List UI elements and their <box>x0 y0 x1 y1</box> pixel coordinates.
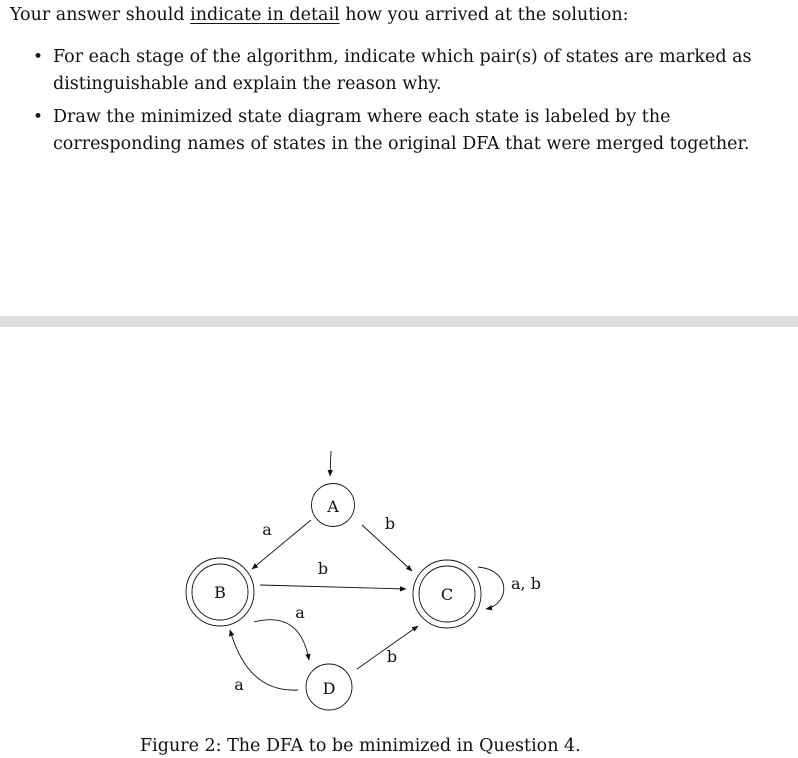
question-text-panel <box>0 0 798 316</box>
state-a <box>312 484 355 527</box>
bullet-icon: • <box>33 47 44 67</box>
edge-label-c-loop: a, b <box>511 574 541 593</box>
instructions-intro <box>10 3 629 27</box>
bullet-text: Draw the minimized state diagram where each state is labeled by the corresponding names of states in the original DFA that were merged together. <box>53 107 750 154</box>
bullet-icon: • <box>33 107 44 127</box>
edge-b-to-d <box>254 620 309 660</box>
list-item <box>0 104 798 158</box>
edge-label-b-to-d: a <box>295 603 305 622</box>
section-divider <box>0 316 798 327</box>
start-arrow <box>330 451 331 476</box>
bullet-text: For each stage of the algorithm, indicate which pair(s) of states are marked as distinguishable and explain the reason why. <box>53 47 752 94</box>
edge-c-loop <box>478 567 504 609</box>
edge-a-to-b <box>252 520 311 569</box>
state-c <box>413 560 481 628</box>
requirements-list <box>0 44 798 164</box>
edge-label-d-to-c: b <box>386 647 398 666</box>
intro-underlined: indicate in detail <box>190 5 340 25</box>
state-d-label: D <box>322 679 336 698</box>
edge-b-to-c <box>260 585 406 589</box>
state-b <box>186 558 254 626</box>
edge-label-d-to-b: a <box>234 675 244 694</box>
intro-after: how you arrived at the solution: <box>339 5 629 25</box>
edge-label-b-to-c: b <box>317 559 329 578</box>
intro-before: Your answer should <box>10 5 191 25</box>
dfa-diagram <box>0 327 798 756</box>
edge-label-a-to-c: b <box>384 514 396 533</box>
figure-area <box>0 327 798 756</box>
figure-caption: Figure 2: The DFA to be minimized in Question 4. <box>140 736 581 756</box>
state-d <box>306 664 352 710</box>
list-item <box>0 44 798 98</box>
state-b-label: B <box>214 583 226 602</box>
state-c-label: C <box>440 585 454 604</box>
state-a-label: A <box>327 497 339 516</box>
edge-label-a-to-b: a <box>262 520 272 539</box>
